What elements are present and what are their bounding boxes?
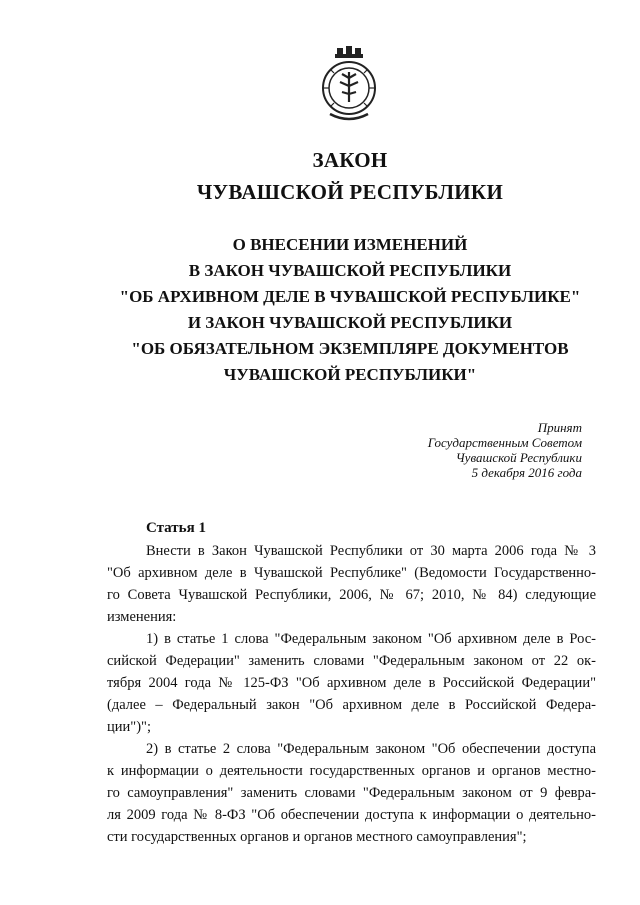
article-heading: Статья 1 bbox=[146, 520, 206, 536]
coat-of-arms-graphic bbox=[316, 44, 382, 124]
adoption-date: 5 декабря 2016 года bbox=[471, 465, 582, 480]
article-paragraph bbox=[107, 738, 596, 848]
law-title: ЗАКОН bbox=[312, 148, 388, 172]
paragraph-line: тября 2004 года № 125-ФЗ "Об архивном деле в Российской Федерации" bbox=[107, 675, 596, 691]
law-title-republic: ЧУВАШСКОЙ РЕСПУБЛИКИ bbox=[196, 180, 504, 204]
subtitle-line: "ОБ АРХИВНОМ ДЕЛЕ В ЧУВАШСКОЙ РЕСПУБЛИКЕ" bbox=[119, 287, 581, 306]
paragraph-line: (далее – Федеральный закон "Об архивном деле в Российской Федера- bbox=[107, 697, 596, 713]
subtitle-line: В ЗАКОН ЧУВАШСКОЙ РЕСПУБЛИКИ bbox=[188, 261, 512, 280]
paragraph-line: Внести в Закон Чувашской Республики от 30 марта 2006 года № 3 bbox=[146, 543, 596, 559]
paragraph-line: сийской Федерации" заменить словами "Федеральным законом от 22 ок- bbox=[107, 653, 596, 669]
adoption-note bbox=[428, 420, 582, 480]
article-paragraph bbox=[107, 540, 596, 628]
subtitle-line: О ВНЕСЕНИИ ИЗМЕНЕНИЙ bbox=[232, 235, 468, 254]
paragraph-line: ля 2009 года № 8-ФЗ "Об обеспечении доступа к информации о деятельно- bbox=[107, 807, 596, 823]
subtitle-line: "ОБ ОБЯЗАТЕЛЬНОМ ЭКЗЕМПЛЯРЕ ДОКУМЕНТОВ bbox=[131, 339, 569, 358]
paragraph-line: сти государственных органов и органов местного самоуправления"; bbox=[107, 829, 527, 845]
paragraph-line: к информации о деятельности государственных органов и органов местно- bbox=[107, 763, 596, 779]
paragraph-line: го Совета Чувашской Республики, 2006, № 67; 2010, № 84) следующие bbox=[107, 587, 596, 603]
paragraph-line: "Об архивном деле в Чувашской Республике" (Ведомости Государственно- bbox=[107, 565, 596, 581]
paragraph-line: изменения: bbox=[107, 609, 177, 625]
subtitle-line: ЧУВАШСКОЙ РЕСПУБЛИКИ" bbox=[223, 365, 477, 384]
paragraph-line: 1) в статье 1 слова "Федеральным законом "Об архивном деле в Рос- bbox=[146, 631, 596, 647]
chuvash-republic-coat-of-arms-icon bbox=[316, 44, 382, 124]
article-paragraph bbox=[107, 628, 596, 738]
paragraph-line: ции")"; bbox=[107, 719, 151, 735]
paragraph-line: 2) в статье 2 слова "Федеральным законом "Об обеспечении доступа bbox=[146, 741, 596, 757]
paragraph-line: го самоуправления" заменить словами "Федеральным законом от 9 февра- bbox=[107, 785, 596, 801]
adoption-line: Государственным Советом bbox=[427, 435, 582, 450]
adoption-line: Принят bbox=[537, 420, 582, 435]
subtitle-line: И ЗАКОН ЧУВАШСКОЙ РЕСПУБЛИКИ bbox=[187, 313, 513, 332]
adoption-line: Чувашской Республики bbox=[455, 450, 582, 465]
